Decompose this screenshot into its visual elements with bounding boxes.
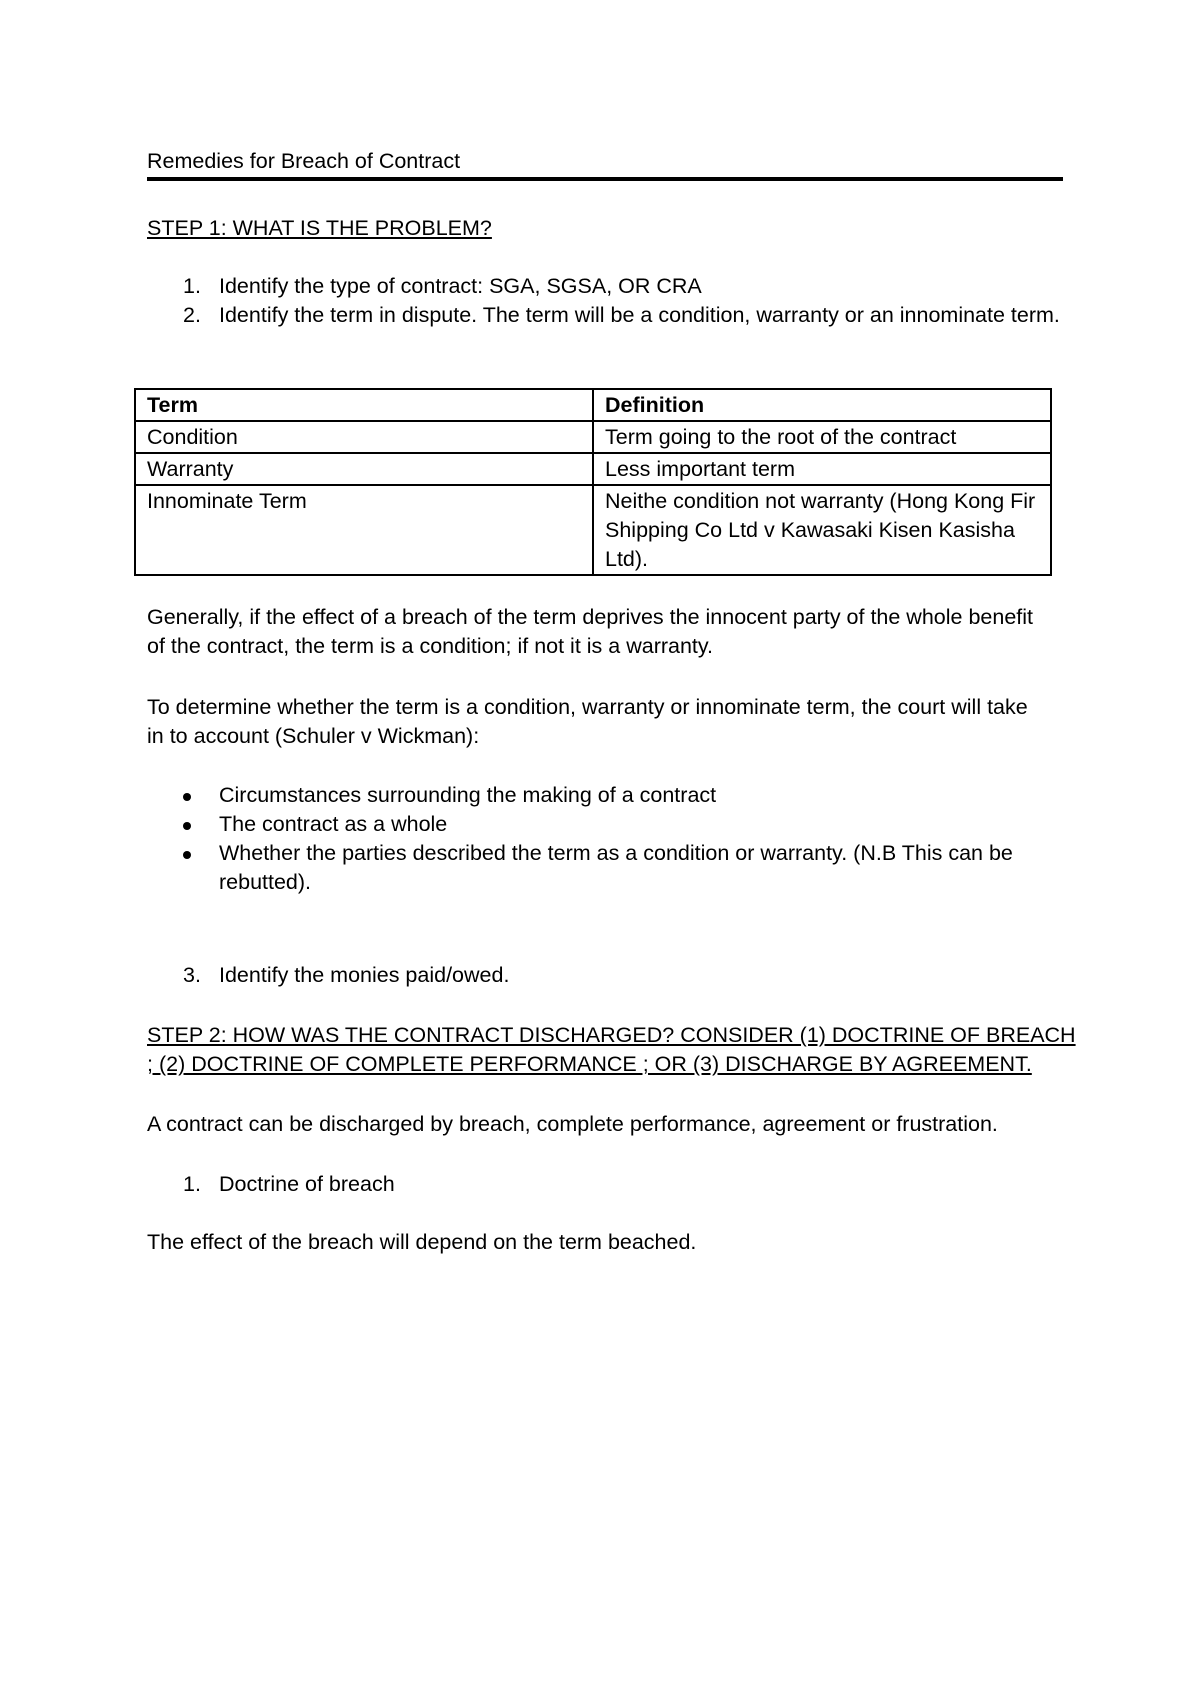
terms-table bbox=[134, 388, 1052, 576]
table-header-term: Term bbox=[135, 389, 593, 421]
list-item bbox=[147, 1170, 395, 1199]
bullet-icon bbox=[183, 822, 191, 830]
table-cell: Neithe condition not warranty (Hong Kong Fir Shipping Co Ltd v Kawasaki Kisen Kasisha Ltd). bbox=[593, 485, 1051, 575]
table-cell: Less important term bbox=[593, 453, 1051, 485]
step1-heading: STEP 1: WHAT IS THE PROBLEM? bbox=[147, 216, 492, 240]
paragraph-effect: The effect of the breach will depend on the term beached. bbox=[147, 1230, 697, 1254]
list-number: 3. bbox=[183, 963, 201, 987]
paragraph-general: Generally, if the effect of a breach of the term deprives the innocent party of the whole benefit of the contract, the term is a condition; if not it is a warranty. bbox=[147, 605, 1034, 658]
table-cell: Innominate Term bbox=[135, 485, 593, 575]
list-number: 1. bbox=[183, 274, 201, 298]
bullet-icon bbox=[183, 793, 191, 801]
table-cell: Term going to the root of the contract bbox=[593, 421, 1051, 453]
table-cell: Warranty bbox=[135, 453, 593, 485]
step1-numbered-list-continued bbox=[147, 961, 509, 990]
table-row bbox=[135, 421, 1051, 453]
factors-bullet-list bbox=[147, 781, 1077, 897]
list-item bbox=[147, 781, 1077, 810]
list-item bbox=[147, 810, 1077, 839]
list-number: 2. bbox=[183, 303, 201, 327]
list-item bbox=[147, 272, 1077, 301]
step2-numbered-list bbox=[147, 1170, 395, 1199]
list-number: 1. bbox=[183, 1172, 201, 1196]
table-cell: Condition bbox=[135, 421, 593, 453]
table-row bbox=[135, 453, 1051, 485]
bullet-icon bbox=[183, 851, 191, 859]
list-item-text: Identify the type of contract: SGA, SGSA, OR CRA bbox=[219, 274, 702, 298]
list-item-text: Whether the parties described the term as a condition or warranty. (N.B This can be rebutted). bbox=[219, 841, 1013, 894]
table-row bbox=[135, 485, 1051, 575]
list-item bbox=[147, 839, 1077, 897]
paragraph-determine: To determine whether the term is a condition, warranty or innominate term, the court will take in to account (Schuler v Wickman): bbox=[147, 695, 1028, 748]
list-item-text: Doctrine of breach bbox=[219, 1172, 395, 1196]
list-item-text: Identify the monies paid/owed. bbox=[219, 963, 510, 987]
document-title: Remedies for Breach of Contract bbox=[147, 147, 1063, 181]
table-header-definition: Definition bbox=[593, 389, 1051, 421]
step1-numbered-list bbox=[147, 272, 1077, 330]
list-item-text: The contract as a whole bbox=[219, 812, 448, 836]
list-item bbox=[147, 961, 509, 990]
step2-heading: STEP 2: HOW WAS THE CONTRACT DISCHARGED? CONSIDER (1) DOCTRINE OF BREACH ; (2) DOCTRINE OF COMPLETE PERFORMANCE ; OR (3) DISCHARGE BY AGREEMENT. bbox=[147, 1023, 1076, 1076]
list-item-text: Circumstances surrounding the making of a contract bbox=[219, 783, 717, 807]
list-item-text: Identify the term in dispute. The term will be a condition, warranty or an innominate term. bbox=[219, 303, 1060, 327]
table-header-row bbox=[135, 389, 1051, 421]
paragraph-discharge: A contract can be discharged by breach, complete performance, agreement or frustration. bbox=[147, 1112, 998, 1136]
list-item bbox=[147, 301, 1077, 330]
